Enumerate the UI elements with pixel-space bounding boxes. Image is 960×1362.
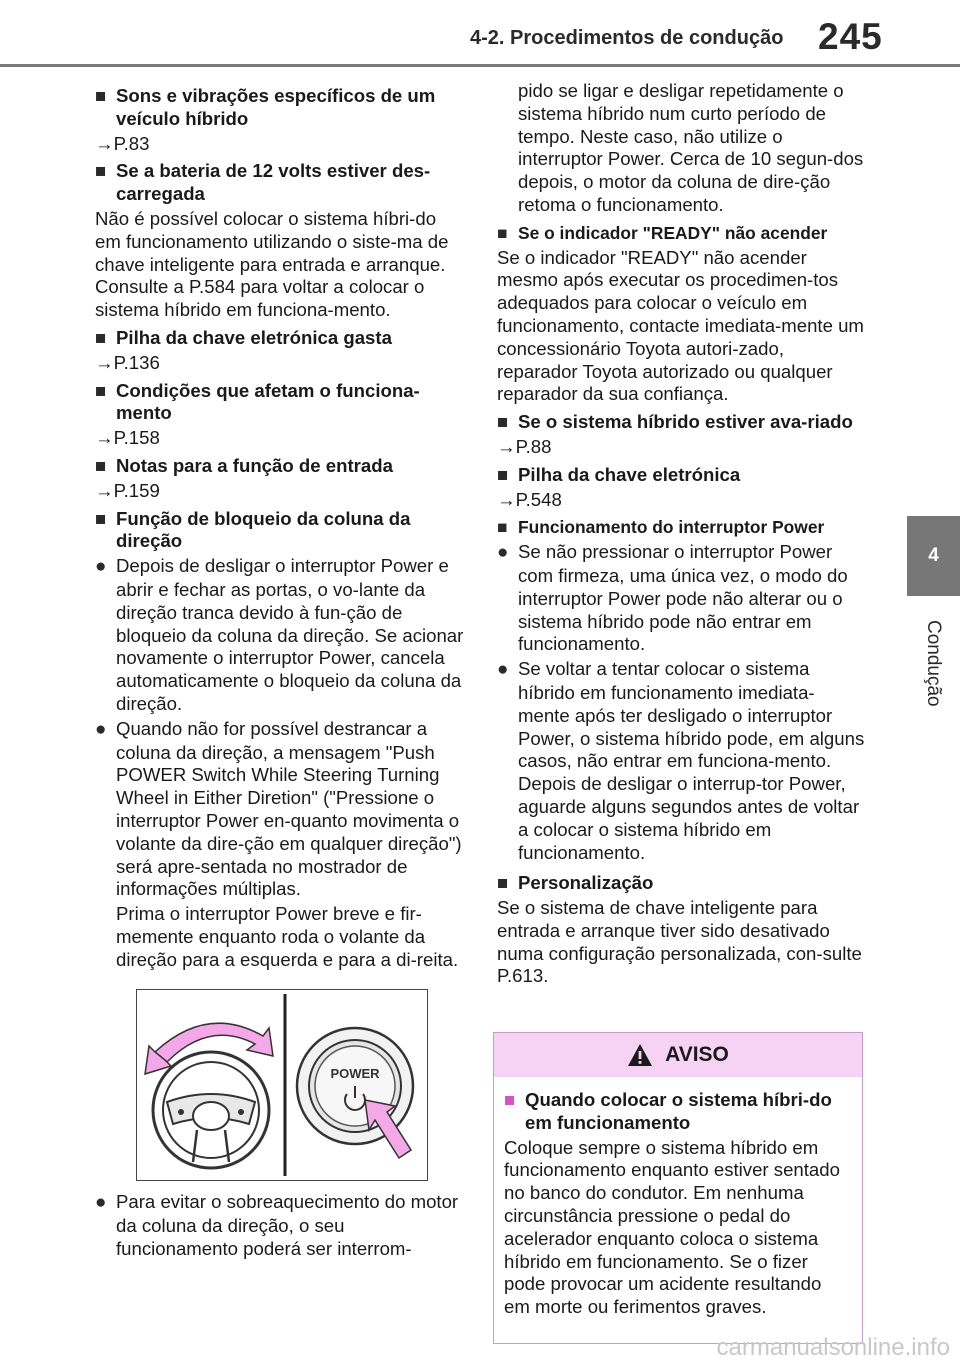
paragraph: Não é possível colocar o sistema híbri-do em funcionamento utilizando o siste-ma de chave inteligente para entrada e arranque. Consulte a P.584 para voltar a colocar o sistema híbrido em funciona-mento. — [95, 207, 449, 321]
bullet-item: ● Quando não for possível destrancar a coluna da direção, a mensagem "Push POWER Switch While Steering Turning Wheel in Either Diretion" ("Pressione o interruptor Power en-quanto movimenta o volante da dire-ção em qualquer direção") será apre-sentada no mostrador de informações múltiplas. — [95, 717, 462, 900]
arrow-right-icon: → — [497, 488, 516, 510]
chapter-label-text: Condução — [923, 620, 944, 707]
circle-bullet-icon: ● — [95, 556, 107, 578]
heading: ■ Se a bateria de 12 volts estiver des-carregada — [95, 160, 431, 205]
heading: ■ Condições que afetam o funciona-mento — [95, 379, 420, 424]
page-reference[interactable]: →P.159 — [95, 479, 160, 501]
warning-body — [494, 1089, 862, 1319]
arrow-right-icon: → — [497, 435, 516, 457]
heading: ■ Sons e vibrações específicos de um veículo híbrido — [95, 85, 436, 129]
section-title: 4-2. Procedimentos de condução — [470, 27, 784, 49]
steering-power-figure — [136, 989, 428, 1181]
heading: ■ Personalização — [497, 872, 654, 894]
power-label: POWER — [330, 1066, 380, 1082]
bullet-item: ● Para evitar o sobreaquecimento do motor da coluna da direção, o seu funcionamento poderá ser interrom- — [95, 1191, 459, 1260]
warning-text: Coloque sempre o sistema híbrido em funcionamento enquanto estiver sentado no banco do condutor. Em nenhuma circunstância pressione o pedal do acelerador enquanto coloca o sistema híbrido em funcionamento. Se o fizer pode provocar um acidente resultando em morte ou ferimentos graves. — [504, 1136, 840, 1318]
square-bullet-icon: ■ — [504, 1089, 516, 1110]
square-bullet-icon: ■ — [497, 517, 508, 538]
page-reference[interactable]: →P.158 — [95, 427, 160, 449]
square-bullet-icon: ■ — [95, 85, 107, 106]
arrow-right-icon: → — [95, 132, 114, 154]
warning-triangle-icon — [627, 1043, 653, 1067]
circle-bullet-icon: ● — [497, 659, 509, 681]
heading: ■ Se o indicador "READY" não acender — [497, 222, 828, 243]
steering-wheel-illustration — [137, 990, 427, 1180]
arrow-right-icon: → — [95, 479, 114, 501]
page-reference[interactable]: →P.548 — [497, 488, 562, 510]
warning-box — [493, 1032, 863, 1344]
watermark: carmanualsonline.info — [716, 1334, 950, 1361]
bullet-item: ● Se voltar a tentar colocar o sistema híbrido em funcionamento imediata-mente após ter desligado o interruptor Power, o sistema híbrido pode, em alguns casos, não entrar em funciona-mento. Depois de desligar o interrup-tor Power, aguarde alguns segundos antes de voltar a colocar o sistema híbrido em funcionamento. — [497, 658, 865, 863]
page-number: 245 — [818, 16, 883, 57]
heading: ■ Se o sistema híbrido estiver ava-riado — [497, 411, 853, 433]
arrow-right-icon: → — [95, 427, 114, 449]
chapter-number: 4 — [928, 545, 939, 566]
heading: ■ Pilha da chave eletrónica gasta — [95, 326, 392, 348]
circle-bullet-icon: ● — [497, 542, 509, 564]
square-bullet-icon: ■ — [95, 326, 107, 348]
square-bullet-icon: ■ — [95, 507, 107, 529]
chapter-label — [909, 620, 957, 820]
warning-heading: ■ Quando colocar o sistema híbri-do em funcionamento — [504, 1089, 832, 1133]
bullet-continuation: Prima o interruptor Power breve e fir-memente enquanto roda o volante da direção para a esquerda e para a di-reita. — [116, 903, 459, 970]
heading: ■ Função de bloqueio da coluna da direção — [95, 507, 411, 552]
square-bullet-icon: ■ — [95, 379, 107, 401]
header-rule — [0, 64, 960, 67]
warning-header — [494, 1033, 862, 1077]
rotate-arrow-icon — [155, 1024, 273, 1063]
circle-bullet-icon: ● — [95, 1192, 107, 1214]
heading: ■ Notas para a função de entrada — [95, 454, 393, 476]
square-bullet-icon: ■ — [497, 222, 508, 243]
bullet-item: ● Se não pressionar o interruptor Power com firmeza, uma única vez, o modo do interruptor Power pode não alterar ou o sistema híbrido pode não entrar em funcionamento. — [497, 541, 848, 655]
square-bullet-icon: ■ — [95, 454, 107, 476]
square-bullet-icon: ■ — [497, 463, 509, 485]
paragraph: Se o indicador "READY" não acender mesmo após executar os procedimen-tos adequados para colocar o veículo em funcionamento, contacte imediata-mente um concessionário Toyota autori-zado, reparador Toyota autorizado ou qualquer reparador da sua confiança. — [497, 246, 864, 405]
page-reference[interactable]: →P.136 — [95, 351, 160, 373]
left-column — [95, 80, 467, 1263]
page-reference[interactable]: →P.83 — [95, 132, 150, 154]
square-bullet-icon: ■ — [497, 872, 509, 894]
bullet-continuation: pido se ligar e desligar repetidamente o sistema híbrido num curto período de tempo. Neste caso, não utilize o interruptor Power. Cerca de 10 segun-dos depois, o motor da coluna de dire-ção retoma o funcionamento. — [518, 80, 864, 215]
warning-title: AVISO — [665, 1043, 729, 1066]
right-column — [497, 80, 865, 993]
paragraph: Se o sistema de chave inteligente para entrada e arranque tiver sido desativado numa configuração personalizada, con-sulte P.613. — [497, 897, 862, 987]
heading: ■ Pilha da chave eletrónica — [497, 463, 741, 485]
heading: ■ Funcionamento do interruptor Power — [497, 517, 825, 538]
bullet-item: ● Depois de desligar o interruptor Power e abrir e fechar as portas, o vo-lante da direção tranca devido à fun-ção de bloqueio da coluna da direção. Se acionar novamente o interruptor Power, cancela automaticamente o bloqueio da coluna da direção. — [95, 555, 464, 714]
square-bullet-icon: ■ — [497, 411, 509, 433]
arrow-right-icon: → — [95, 351, 114, 373]
circle-bullet-icon: ● — [95, 718, 107, 740]
page-reference[interactable]: →P.88 — [497, 435, 552, 457]
square-bullet-icon: ■ — [95, 160, 107, 182]
chapter-tab[interactable] — [907, 516, 960, 596]
